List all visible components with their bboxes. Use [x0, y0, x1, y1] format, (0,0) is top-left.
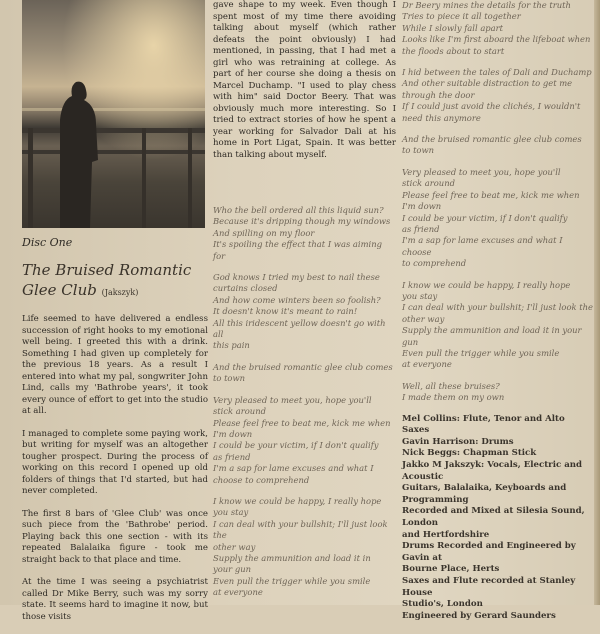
liner-paragraph: At the time I was seeing a psychiatrist called Dr Mike Berry, such was my sorry state. It seems hard to imagine it now, but those visits — [22, 577, 208, 622]
lyric-line: I'm a sap for lame excuses and what I — [213, 463, 374, 474]
credits-list — [402, 414, 594, 623]
lyric-line: I can deal with your bullshit; I'll just look the — [402, 302, 593, 313]
lyric-line: Even pull the trigger while you smile — [402, 347, 560, 358]
lyric-line: Tries to piece it all together — [402, 11, 521, 22]
lyric-line: If I could just avoid the clichés, I wouldn't — [402, 101, 581, 112]
credit-line: Drums Recorded and Engineered by Gavin at — [402, 541, 576, 563]
lyric-line: Please feel free to beat me, kick me when — [213, 417, 391, 428]
column-two-top — [213, 0, 396, 161]
lyric-line: your gun — [213, 564, 251, 575]
lyrics-part-one — [213, 205, 396, 609]
lyric-stanza — [402, 280, 594, 371]
lyric-line: to town — [213, 373, 246, 384]
lyric-line: Supply the ammunition and load it in your gun — [402, 325, 582, 347]
lyric-line: I can deal with your bullshit; I'll just look the — [213, 518, 388, 541]
credit-line: Gavin Harrison: Drums — [402, 436, 514, 447]
lyric-line: I'm down — [402, 201, 442, 212]
lyric-line: And the bruised romantic glee club comes — [402, 134, 582, 145]
lyric-line: And spilling on my floor — [213, 227, 315, 238]
credit-line: Guitars, Balalaika, Keyboards and Programming — [402, 483, 567, 505]
lyric-stanza — [402, 381, 594, 404]
sunset-photo — [22, 0, 205, 228]
lyric-line: Supply the ammunition and load it in — [213, 552, 371, 563]
credit-line: and Hertfordshire — [402, 529, 490, 540]
lyric-line: I know we could be happy, I really hope — [402, 279, 571, 290]
liner-paragraph: I managed to complete some paying work, but writing for myself was an altogether tougher prospect. During the process of working on this record I opened up old folders of things that I'd started, but had never completed. — [22, 428, 208, 496]
liner-paragraph: The first 8 bars of 'Glee Club' was once such piece from the 'Bathrobe' period. Playing back this one section - with its repeated Balalaika figure - took me straight back to that place and time. — [22, 508, 208, 565]
lyric-stanza — [213, 395, 396, 486]
credit-line: Jakko M Jakszyk: Vocals, Electric and Acoustic — [402, 459, 583, 482]
lyric-line: Because it's dripping though my windows — [213, 216, 391, 227]
lyric-line: And how come winters been so foolish? — [213, 294, 381, 305]
lyric-line: the floods about to start — [402, 45, 505, 56]
credit-line: Engineered by Gerard Saunders — [402, 610, 556, 621]
lyric-line: I could be your victim, if I don't qualify — [402, 212, 568, 223]
page-edge — [594, 0, 600, 605]
lyric-line: you stay — [213, 507, 249, 518]
song-credit: (Jakszyk) — [101, 288, 139, 297]
lyric-line: I made them on my own — [402, 392, 505, 403]
lyric-line: While I slowly fall apart — [402, 22, 504, 33]
liner-notes — [22, 314, 208, 623]
lyric-line: Dr Beery mines the details for the truth — [402, 0, 571, 10]
lyric-stanza — [402, 0, 594, 57]
lyric-stanza — [213, 272, 396, 352]
lyric-line: through the door — [402, 89, 475, 100]
lyric-line: Who the bell ordered all this liquid sun? — [213, 205, 384, 215]
column-one — [22, 236, 208, 634]
lyric-line: to town — [402, 145, 435, 156]
lyric-line: And the bruised romantic glee club comes — [213, 361, 393, 372]
credit-line: Bourne Place, Herts — [402, 564, 500, 575]
column-three — [402, 0, 594, 622]
credit-line: Mel Collins: Flute, Tenor and Alto Saxes — [402, 413, 565, 436]
lyric-line: And other suitable distraction to get me — [402, 78, 573, 89]
lyric-line: It doesn't know it's meant to rain! — [213, 306, 358, 317]
lyric-line: at everyone — [213, 587, 263, 598]
lyric-line: stick around — [213, 406, 266, 417]
lyric-line: to comprehend — [402, 258, 467, 269]
lyric-line: I'm down — [213, 428, 253, 439]
lyric-line: Very pleased to meet you, hope you'll — [402, 166, 561, 177]
disc-label: Disc One — [22, 236, 73, 249]
credit-line: Recorded and Mixed at Silesia Sound, London — [402, 506, 585, 528]
lyrics-part-two — [402, 0, 594, 404]
lyric-line: Looks like I'm first aboard the lifeboat when — [402, 34, 591, 45]
lyric-line: All this iridescent yellow doesn't go with all — [213, 317, 386, 340]
lyric-line: curtains closed — [213, 283, 278, 294]
lyric-line: as friend — [213, 451, 251, 462]
lyric-line: Well, all these bruises? — [402, 380, 500, 391]
song-title: The Bruised Romantic Glee Club — [22, 261, 192, 299]
liner-notes-continued: gave shape to my week. Even though I spent most of my time there avoiding talking about myself (which rather defeats the point obviously) I had mentioned, in passing, that I had met a girl who was retraining at college. As part of her course she doing a thesis on Marcel Duchamp. "I used to play chess with him" said Doctor Beery. That was obviously much more interesting. So I tried to extract stories of how he spent a year working for Salvador Dali at his home in Port Ligat, Spain. It was better than talking about myself. — [213, 0, 396, 160]
lyric-stanza — [402, 167, 594, 270]
lyric-stanza — [213, 496, 396, 599]
lyric-line: choose to comprehend — [213, 474, 310, 485]
credit-line: Nick Beggs: Chapman Stick — [402, 448, 537, 459]
lyric-stanza — [213, 205, 396, 262]
lyric-line: I'm a sap for lame excuses and what I choose — [402, 235, 563, 257]
lyric-line: other way — [213, 541, 256, 552]
lyric-line: other way — [402, 313, 445, 324]
credit-line: Studio's, London — [402, 599, 483, 610]
lyric-line: I could be your victim, if I don't qualify — [213, 440, 379, 451]
lyric-line: this pain — [213, 340, 250, 351]
lyric-stanza — [213, 362, 396, 385]
credit-line: Saxes and Flute recorded at Stanley House — [402, 575, 576, 598]
lyric-line: I hid between the tales of Dali and Duchamp — [402, 67, 592, 78]
liner-paragraph: Life seemed to have delivered a endless succession of right hooks to my emotional well being. I greeted this with a drink. Something I had given up completely for the previous 18 years. As a result I entered into what my pal, songwriter John Lind, calls my 'Bathrobe years', it took every ounce of effort to get into the studio at all. — [22, 314, 208, 416]
lyric-line: as friend — [402, 223, 440, 234]
lyric-line: God knows I tried my best to nail these — [213, 272, 380, 283]
lyric-line: Even pull the trigger while you smile — [213, 575, 371, 586]
lyric-stanza — [402, 67, 594, 124]
lyric-line: at everyone — [402, 359, 452, 370]
lyric-line: Very pleased to meet you, hope you'll — [213, 394, 372, 405]
song-title-block — [22, 260, 208, 303]
lyric-stanza — [402, 134, 594, 157]
lyric-line: It's spoiling the effect that I was aiming for — [213, 239, 382, 261]
lyric-line: I know we could be happy, I really hope — [213, 495, 382, 506]
lyric-line: you stay — [402, 290, 438, 301]
lyric-line: need this anymore — [402, 112, 481, 123]
lyric-line: Please feel free to beat me, kick me when — [402, 189, 580, 200]
lyric-line: stick around — [402, 178, 455, 189]
